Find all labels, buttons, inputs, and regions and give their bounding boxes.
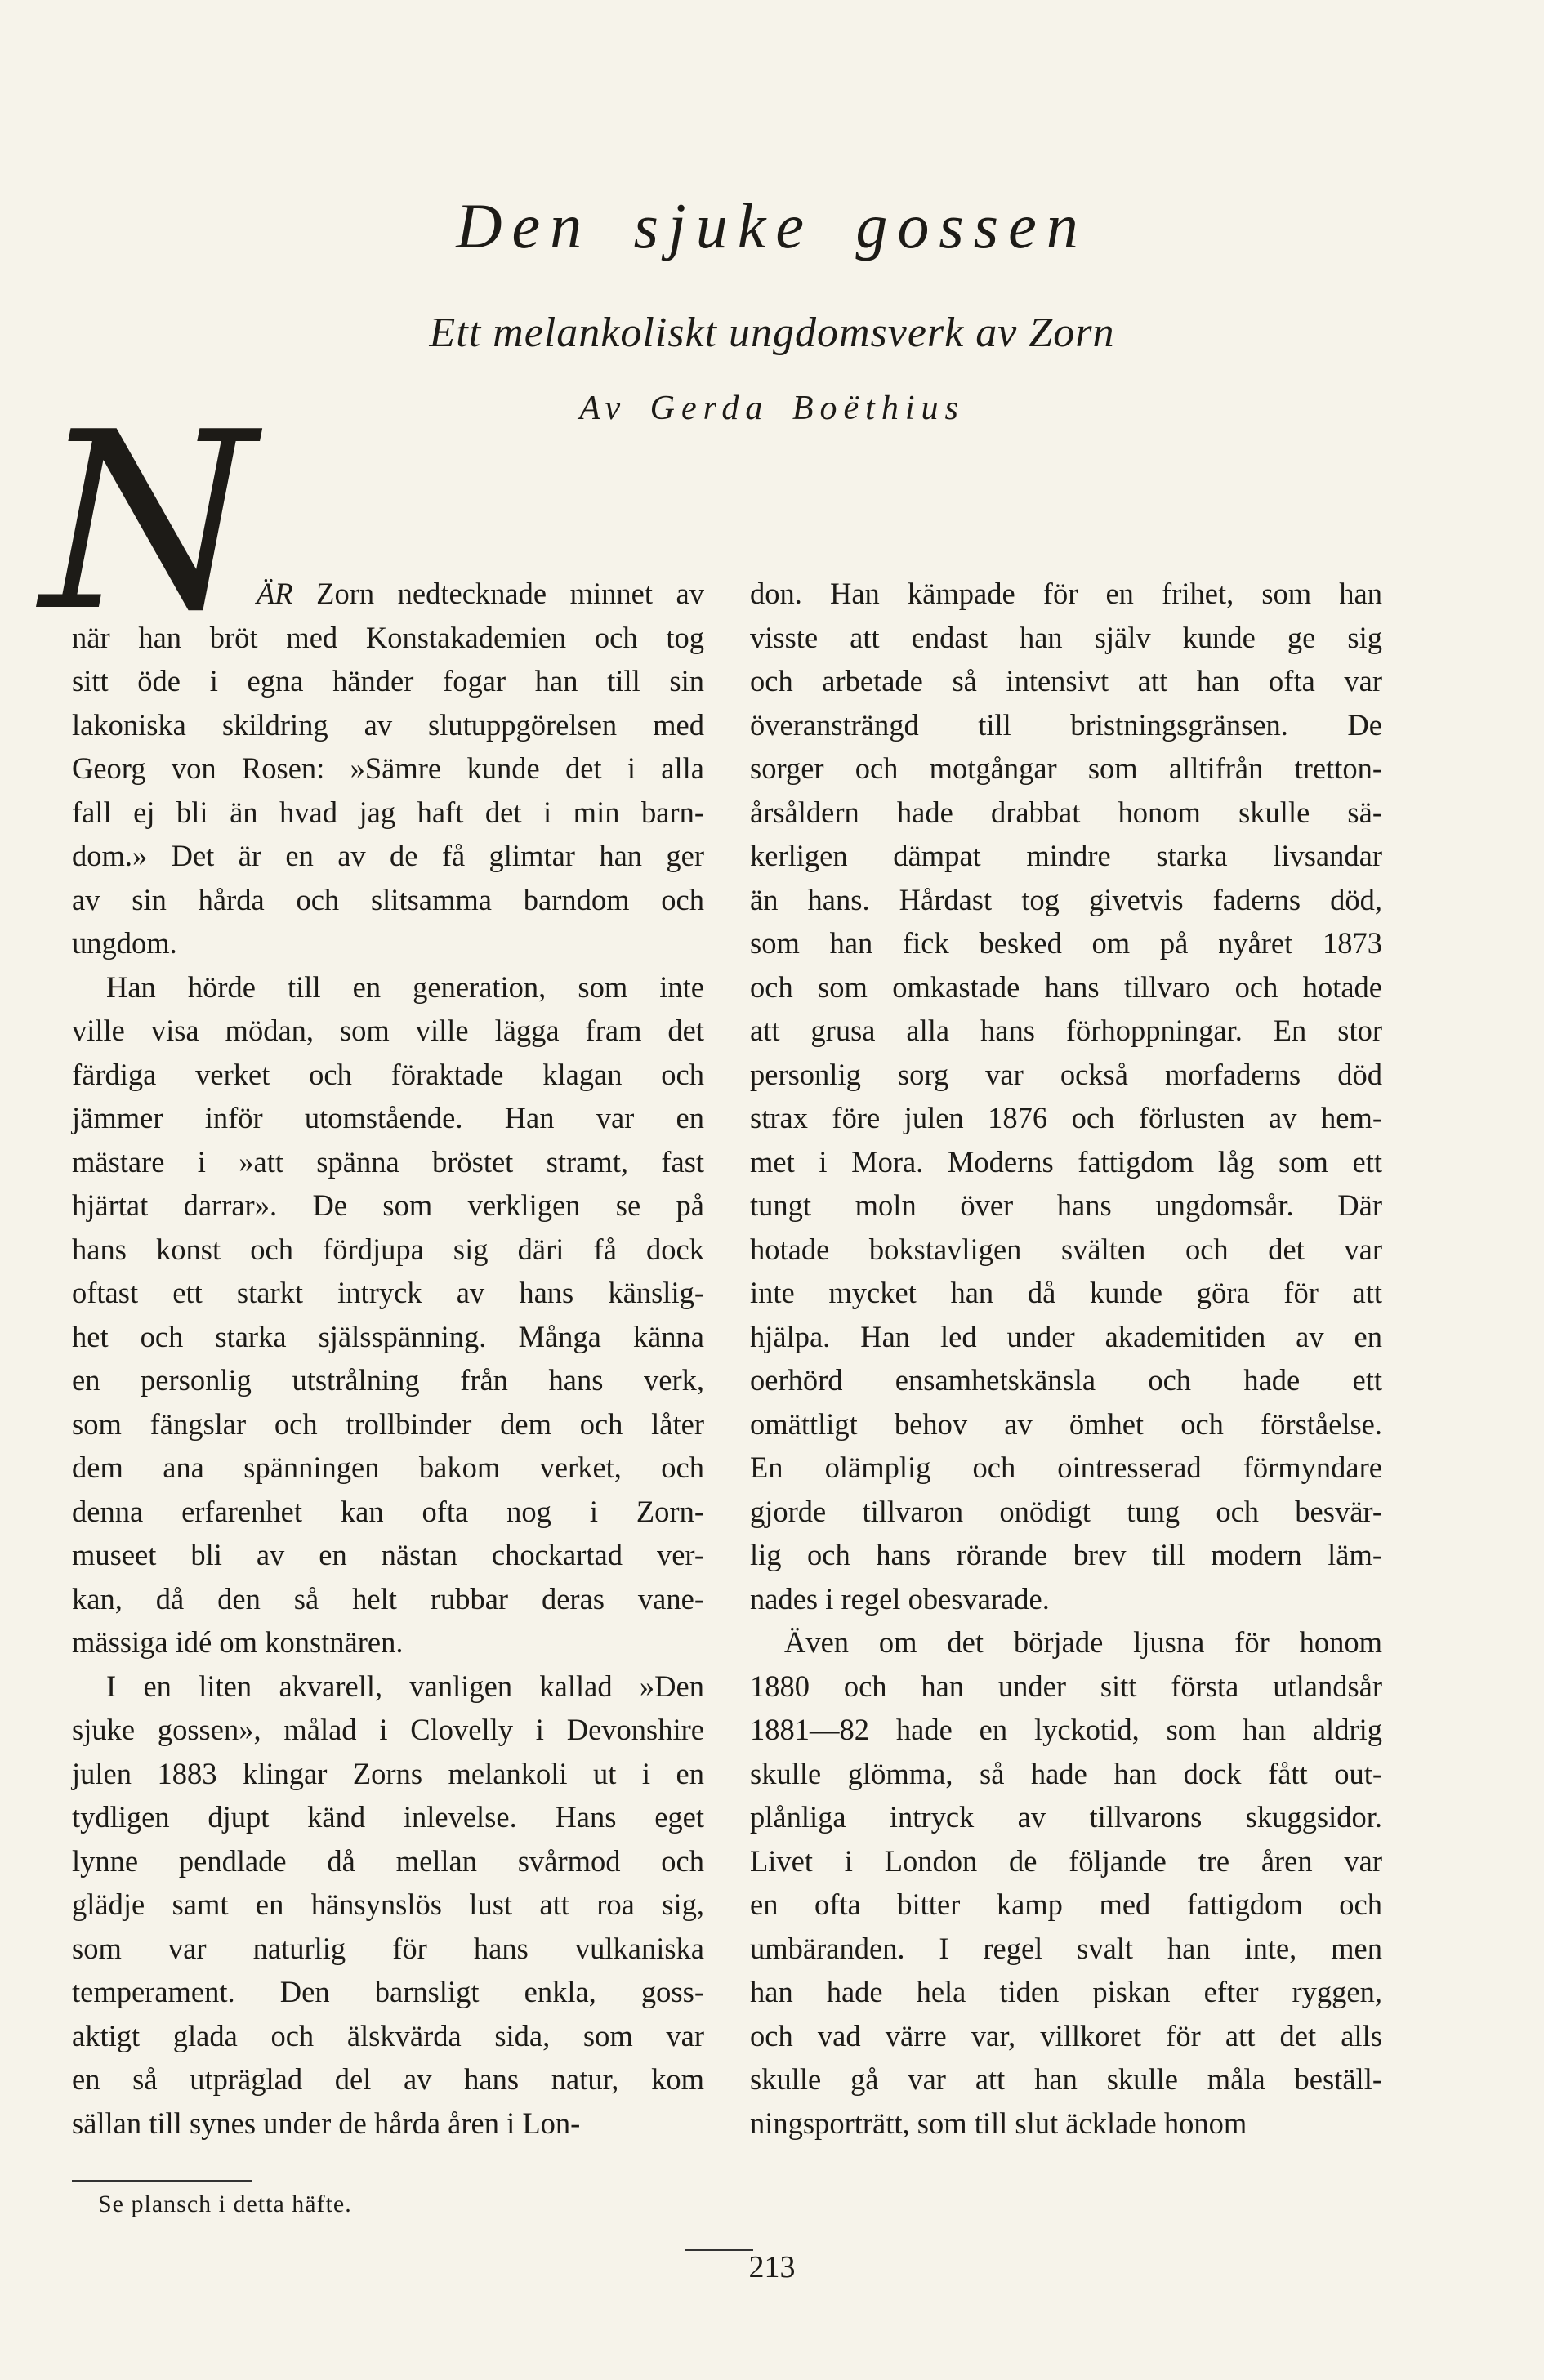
footnote-rule: [72, 2180, 252, 2182]
text-line: jämmer inför utomstående. Han var en: [72, 1101, 704, 1134]
text-line: umbäranden. I regel svalt han inte, men: [750, 1931, 1382, 1965]
text-line: tungt moln över hans ungdomsår. Där: [750, 1188, 1382, 1222]
text-line: hjälpa. Han led under akademitiden av en: [750, 1319, 1382, 1353]
text-line: aktigt glada och älskvärda sida, som var: [72, 2018, 704, 2052]
text-line: som han fick besked om på nyåret 1873: [750, 926, 1382, 960]
text-line: lig och hans rörande brev till modern läm-: [750, 1538, 1382, 1571]
text-line: plånliga intryck av tillvarons skuggsidor.: [750, 1800, 1382, 1834]
text-line: mässiga idé om konstnären.: [72, 1625, 404, 1659]
text-line: när han bröt med Konstakademien och tog: [72, 620, 704, 654]
text-line: att grusa alla hans förhoppningar. En stor: [750, 1014, 1382, 1047]
text-line: sällan till synes under de hårda åren i Lon-: [72, 2106, 581, 2140]
text-line: ville visa mödan, som ville lägga fram det: [72, 1014, 704, 1047]
text-line: glädje samt en hänsynslös lust att roa sig,: [72, 1888, 704, 1921]
text-line: skulle glömma, så hade han dock fått out-: [750, 1756, 1382, 1790]
text-line: museet bli av en nästan chockartad ver-: [72, 1538, 704, 1571]
text-line: en ofta bitter kamp med fattigdom och: [750, 1888, 1382, 1921]
footnote: Se plansch i detta häfte.: [98, 2191, 352, 2217]
text-line: färdiga verket och föraktade klagan och: [72, 1057, 704, 1091]
text-line: visste att endast han själv kunde ge sig: [750, 620, 1382, 654]
text-line: don. Han kämpade för en frihet, som han: [750, 577, 1382, 610]
text-line: 1880 och han under sitt första utlandsår: [750, 1669, 1382, 1703]
text-line: lakoniska skildring av slutuppgörelsen med: [72, 707, 704, 742]
text-line: av sin hårda och slitsamma barndom och: [72, 882, 704, 916]
text-line: nades i regel obesvarade.: [750, 1581, 1050, 1616]
text-line: sitt öde i egna händer fogar han till sin: [72, 664, 704, 698]
first-word-rest: ÄR: [257, 577, 293, 610]
text-line: ningsporträtt, som till slut äcklade honom: [750, 2106, 1247, 2140]
page-number: 213: [748, 2250, 796, 2284]
text-line: dem ana spänningen bakom verket, och: [72, 1451, 704, 1484]
text-line: en så utpräglad del av hans natur, kom: [72, 2062, 704, 2096]
text-line: [72, 572, 704, 616]
text-line: oerhörd ensamhetskänsla och hade ett: [750, 1363, 1382, 1397]
text-line: met i Mora. Moderns fattigdom låg som ett: [750, 1144, 1382, 1179]
text-line: gjorde tillvaron onödigt tung och besvär-: [750, 1494, 1382, 1528]
text-line: ungdom.: [72, 926, 177, 960]
text-line: 1881—82 hade en lyckotid, som han aldrig: [750, 1713, 1382, 1746]
text-line: och arbetade så intensivt att han ofta var: [750, 664, 1382, 698]
text-line: sorger och motgångar som alltifrån tretton-: [750, 751, 1382, 785]
text-line: lynne pendlade då mellan svårmod och: [72, 1843, 704, 1878]
text-line: Livet i London de följande tre åren var: [750, 1843, 1382, 1878]
text-line: hotade bokstavligen svälten och det var: [750, 1232, 1382, 1266]
text-line: julen 1883 klingar Zorns melankoli ut i en: [72, 1756, 704, 1790]
text-line: strax före julen 1876 och förlusten av hem-: [750, 1101, 1382, 1134]
text-line: hjärtat darrar». De som verkligen se på: [72, 1188, 704, 1222]
drop-cap: N: [41, 380, 256, 665]
text-line: het och starka själsspänning. Många känna: [72, 1319, 704, 1353]
text-line: han hade hela tiden piskan efter ryggen,: [750, 1975, 1382, 2008]
right-column: [750, 572, 1382, 2145]
text-line: denna erfarenhet kan ofta nog i Zorn-: [72, 1494, 704, 1528]
text-line: Georg von Rosen: »Sämre kunde det i alla: [72, 751, 704, 785]
text-line: fall ej bli än hvad jag haft det i min barn-: [72, 795, 704, 829]
text-line: än hans. Hårdast tog givetvis faderns död,: [750, 882, 1382, 916]
text-line: överansträngd till bristningsgränsen. De: [750, 707, 1382, 742]
text-line: och vad värre var, villkoret för att det alls: [750, 2018, 1382, 2052]
text-line: En olämplig och ointresserad förmyndare: [750, 1451, 1382, 1484]
text-line: personlig sorg var också morfaderns död: [750, 1057, 1382, 1091]
text-line: oftast ett starkt intryck av hans känslig-: [72, 1276, 704, 1309]
text-line: skulle gå var att han skulle måla beställ-: [750, 2062, 1382, 2096]
text-line: kerligen dämpat mindre starka livsandar: [750, 839, 1382, 872]
text-line: en personlig utstrålning från hans verk,: [72, 1363, 704, 1397]
text-line: hans konst och fördjupa sig däri få dock: [72, 1232, 704, 1266]
text-line: kan, då den så helt rubbar deras vane-: [72, 1581, 704, 1616]
text-line-rest: Zorn nedtecknade minnet av: [292, 577, 704, 610]
article-subtitle: Ett melankoliskt ungdomsverk av Zorn: [429, 310, 1115, 356]
text-line: mästare i »att spänna bröstet stramt, fast: [72, 1144, 704, 1179]
text-line: I en liten akvarell, vanligen kallad »Den: [106, 1669, 704, 1703]
text-line: dom.» Det är en av de få glimtar han ger: [72, 839, 704, 872]
text-line: Även om det började ljusna för honom: [784, 1625, 1382, 1659]
text-line: temperament. Den barnsligt enkla, goss-: [72, 1975, 704, 2008]
text-line: som var naturlig för hans vulkaniska: [72, 1931, 704, 1965]
text-line: som fängslar och trollbinder dem och låter: [72, 1406, 704, 1441]
text-line: sjuke gossen», målad i Clovelly i Devonshire: [72, 1713, 704, 1746]
text-line: och som omkastade hans tillvaro och hotade: [750, 969, 1382, 1004]
text-line: Han hörde till en generation, som inte: [106, 969, 704, 1004]
text-line: årsåldern hade drabbat honom skulle sä-: [750, 795, 1382, 829]
left-column: [72, 572, 704, 2145]
article-title: Den sjuke gossen: [456, 190, 1088, 261]
text-line: omättligt behov av ömhet och förståelse.: [750, 1406, 1382, 1441]
text-line: tydligen djupt känd inlevelse. Hans eget: [72, 1800, 704, 1834]
article-author: Av Gerda Boëthius: [579, 390, 965, 427]
text-line: inte mycket han då kunde göra för att: [750, 1276, 1382, 1309]
